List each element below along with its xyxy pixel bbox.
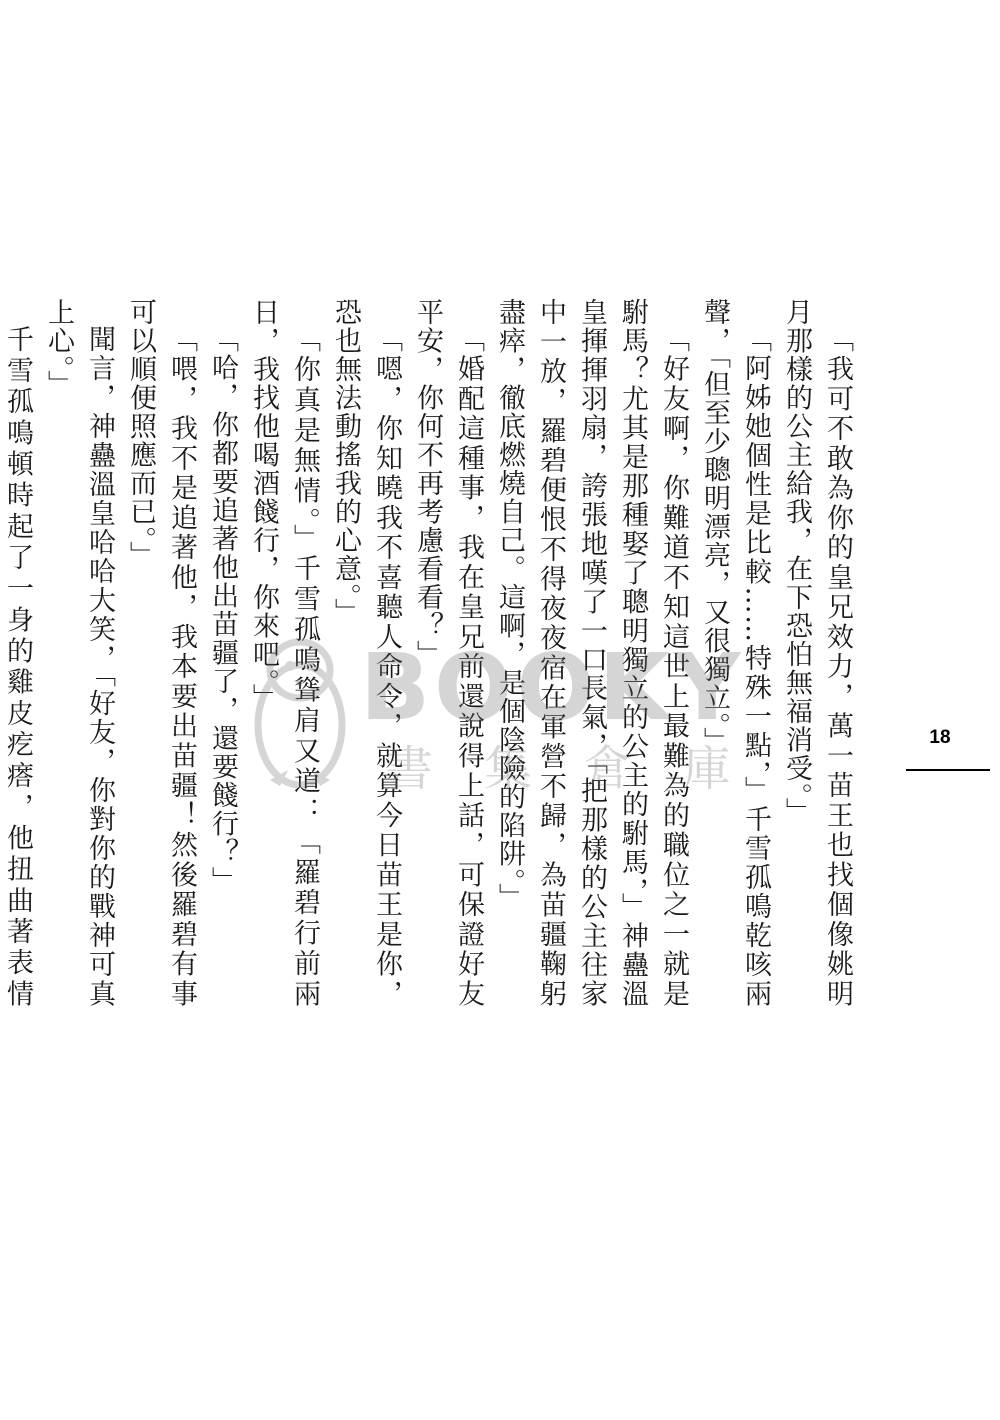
paragraph-3: 「好友啊，你難道不知這世上最難為的職位之一就是駙馬？尤其是那種娶了聰明獨立的公主的駙馬，」神蠱溫皇揮揮羽扇，誇張地嘆了一口長氣，「把那樣的公主往家中一放，羅碧便恨不得夜夜宿在軍營不歸，為苗疆鞠躬盡瘁，徹底燃燒自己。這啊，是個陰險的陷阱。」 <box>494 298 689 1008</box>
page-number-rule <box>906 769 990 771</box>
paragraph-7: 「哈，你都要追著他出苗疆了，還要餞行？」 <box>207 325 238 895</box>
watermark-brand: BOOKY <box>360 634 745 741</box>
page-number: 18 <box>929 727 951 748</box>
paragraph-8: 「喂，我不是追著他，我本要出苗疆！然後羅碧有事可以順便照應而已。」 <box>125 298 197 1008</box>
paragraph-5: 「嗯，你知曉我不喜聽人命令，就算今日苗王是你，恐也無法動搖我的心意。」 <box>330 298 402 1008</box>
paragraph-9: 聞言，神蠱溫皇哈哈大笑，「好友，你對你的戰神可真上心。」 <box>43 298 115 1008</box>
watermark-subtitle: 書 集 倉 庫 <box>385 741 749 797</box>
paragraph-4: 「婚配這種事，我在皇兄前還說得上話，可保證好友平安，你何不再考慮看看？」 <box>412 298 484 1008</box>
paragraph-1: 「我可不敢為你的皇兄效力，萬一苗王也找個像姚明月那樣的公主給我，在下恐怕無福消受。」 <box>781 298 853 1008</box>
paragraph-2: 「阿姊她個性是比較……特殊一點，」千雪孤鳴乾咳兩聲，「但至少聰明漂亮，又很獨立。」 <box>699 298 771 1008</box>
paragraph-6: 「你真是無情。」千雪孤鳴聳肩又道：「羅碧行前兩日，我找他喝酒餞行，你來吧。」 <box>248 298 320 1008</box>
paragraph-10: 千雪孤鳴頓時起了一身的雞皮疙瘩，他扭曲著表情 <box>2 325 33 1008</box>
vertical-text-body <box>2 298 858 1008</box>
